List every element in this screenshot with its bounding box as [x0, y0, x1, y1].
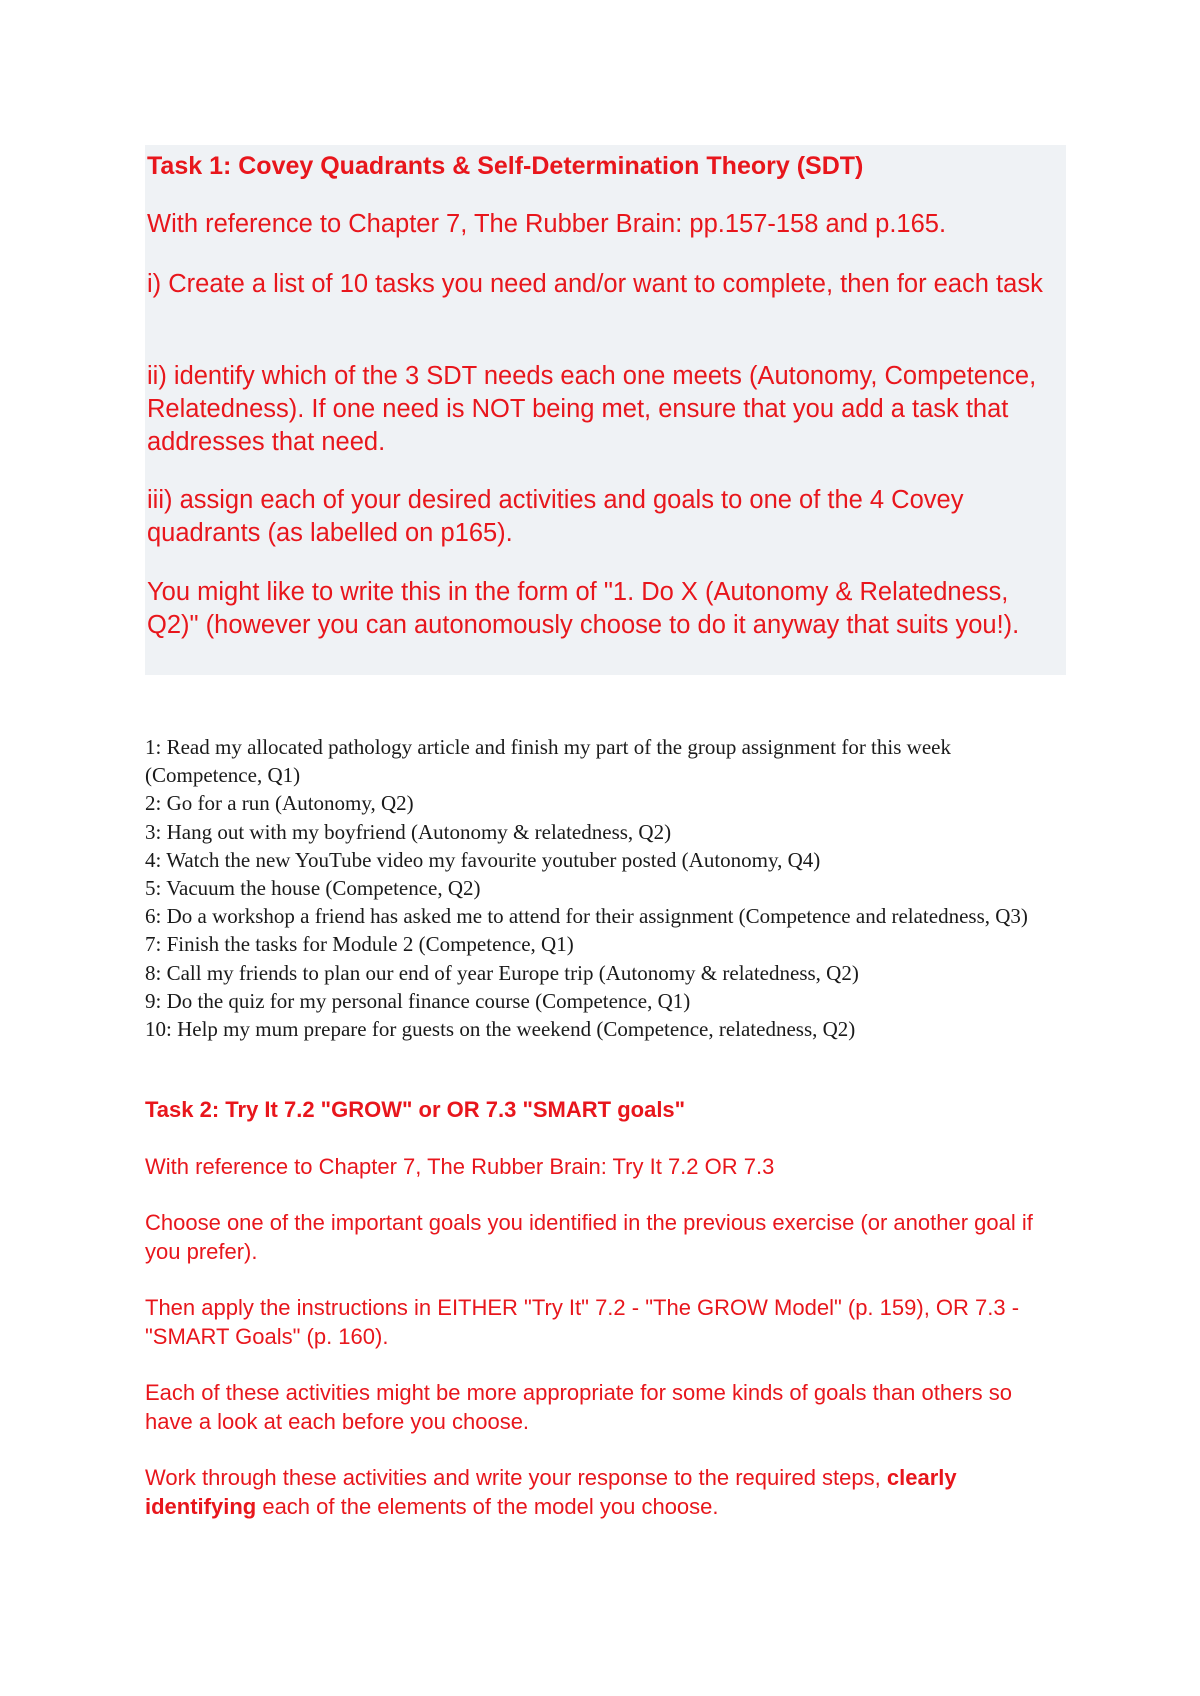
- task2-compare: Each of these activities might be more appropriate for some kinds of goals than others so have a look at each before you choose.: [145, 1380, 1013, 1434]
- task2-apply: Then apply the instructions in EITHER "Try It" 7.2 - "The GROW Model" (p. 159), OR 7.3 - "SMART Goals" (p. 160).: [145, 1295, 1020, 1349]
- task1-format-note: You might like to write this in the form of "1. Do X (Autonomy & Relatedness, Q2)" (however you can autonomously choose to do it anyway that suits you!).: [147, 578, 1020, 639]
- list-item: 2: Go for a run (Autonomy, Q2): [145, 791, 414, 816]
- list-item: 5: Vacuum the house (Competence, Q2): [145, 876, 481, 901]
- task1-step-2: ii) identify which of the 3 SDT needs each one meets (Autonomy, Competence, Relatedness). If one need is NOT being met, ensure that you add a task that addresses that need.: [147, 362, 1037, 456]
- list-item: 3: Hang out with my boyfriend (Autonomy & relatedness, Q2): [145, 819, 672, 844]
- task1-step-1: i) Create a list of 10 tasks you need and/or want to complete, then for each task: [147, 270, 1043, 298]
- list-item: 8: Call my friends to plan our end of year Europe trip (Autonomy & relatedness, Q2): [145, 960, 859, 985]
- list-item: 9: Do the quiz for my personal finance course (Competence, Q1): [145, 988, 691, 1013]
- task1-step-3: iii) assign each of your desired activities and goals to one of the 4 Covey quadrants (as labelled on p165).: [147, 486, 964, 547]
- task2-choose: Choose one of the important goals you identified in the previous exercise (or another goal if you prefer).: [145, 1210, 1033, 1264]
- list-item: 7: Finish the tasks for Module 2 (Competence, Q1): [145, 932, 574, 957]
- task1-reference: With reference to Chapter 7, The Rubber Brain: pp.157-158 and p.165.: [147, 210, 947, 238]
- work-text-emphasis: clearly identifying: [145, 1465, 957, 1519]
- list-item: 10: Help my mum prepare for guests on the weekend (Competence, relatedness, Q2): [145, 1017, 856, 1042]
- task-list: [145, 733, 1045, 1043]
- list-item: 1: Read my allocated pathology article and finish my part of the group assignment for this week (Competence, Q1): [145, 735, 951, 788]
- task2-work-instructions: [145, 1463, 1065, 1521]
- task1-title: Task 1: Covey Quadrants & Self-Determination Theory (SDT): [147, 152, 864, 180]
- list-item: 4: Watch the new YouTube video my favourite youtuber posted (Autonomy, Q4): [145, 847, 821, 872]
- list-item: 6: Do a workshop a friend has asked me to attend for their assignment (Competence and relatedness, Q3): [145, 904, 1028, 929]
- work-text-start: Work through these activities and write your response to the required steps,: [145, 1465, 887, 1490]
- work-text-end: each of the elements of the model you choose.: [256, 1494, 719, 1519]
- task2-title: Task 2: Try It 7.2 "GROW" or OR 7.3 "SMART goals": [145, 1097, 686, 1122]
- task2-reference: With reference to Chapter 7, The Rubber Brain: Try It 7.2 OR 7.3: [145, 1154, 775, 1179]
